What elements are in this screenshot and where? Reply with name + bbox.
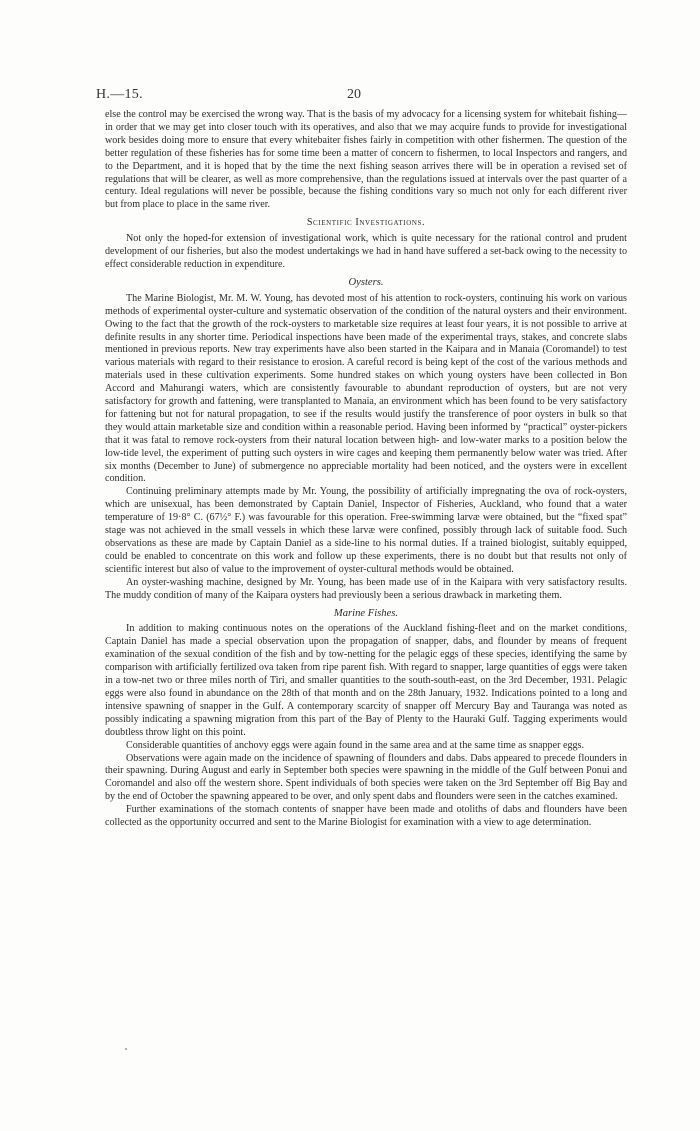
heading-oysters: Oysters. <box>348 276 384 288</box>
document-code: H.—15. <box>96 87 143 102</box>
heading-marine-fishes: Marine Fishes. <box>333 607 399 619</box>
paragraph-oyster-washing: An oyster-washing machine, designed by Mr. Young, has been made use of in the Kaipara with very satisfactory results. The muddy condition of many of the Kaipara oysters had previously been a serious drawback in marketing them. <box>105 576 627 601</box>
paragraph-rock-oysters: The Marine Biologist, Mr. M. W. Young, has devoted most of his attention to rock-oysters, continuing his work on various methods of experimental oyster-culture and systematic observation of the condition of the natural oysters and their environment. Owing to the fact that the growth of the rock-oysters to marketable size requires at least four years, it is not possible to arrive at definite results in any shorter time. Periodical inspections have been made of the experimental trays, stakes, and concrete slabs mentioned in previous reports. New tray experiments have also been started in the Kaipara and in Manaia (Coromandel) to test various materials with regard to their resistance to erosion. A careful record is being kept of the cost of the various methods and materials used in these cultivation experiments. Some hundred stakes on which young oysters have been collected in Bon Accord and Mahurangi waters, which are consistently favourable to abundant reproduction of oysters, but are not very satisfactory for growth and fattening, were transplanted to Manaia, an environment which has been found to be very satisfactory for fattening but not for natural propagation, to see if the results would justify the transference of poor oysters in bulk so that they would attain marketable size and condition within a reasonable period. Having been informed by “practical” oyster-pickers that it was fatal to remove rock-oysters from their natural location between high- and low-water marks to a position below the low-tide level, the experiment of putting such oysters in wire cages and keeping them permanently below water was tried. After six months (December to June) of submergence no appreciable mortality had been noticed, and the oysters were in excellent condition. <box>105 292 627 485</box>
heading-scientific-investigations: Scientific Investigations. <box>306 217 426 229</box>
paragraph-snapper-propagation: In addition to making continuous notes on the operations of the Auckland fishing-fleet and on the market conditions, Captain Daniel has made a special observation upon the propagation of snapper, dabs, and flounder by means of frequent examination of the sexual condition of the fish and by tow-netting for the pelagic eggs of these species, identifying the same by comparison with artificially fertilized ova taken from ripe parent fish. With regard to snapper, large quantities of eggs were taken in a tow-net two or three miles north of Tiri, and smaller quantities to the south-south-east, on the 3rd December, 1931. Pelagic eggs were also found in abundance on the 28th of that month and on the 28th January, 1932. Indications pointed to a long and intensive spawning of snapper in the Gulf. A contemporary scarcity of snapper off Mercury Bay and Tauranga was noted as possibly indicating a spawning migration from this part of the Bay of Plenty to the Hauraki Gulf. Tagging experiments would doubtless throw light on this point. <box>105 623 627 738</box>
document-body <box>105 109 627 830</box>
paragraph-stomach-contents: Further examinations of the stomach contents of snapper have been made and otoliths of dabs and flounders have been collected as the opportunity occurred and sent to the Marine Biologist for examination with a view to age determination. <box>105 804 627 829</box>
page-header <box>96 87 612 107</box>
scan-speck <box>125 1048 127 1050</box>
paragraph-flounders-dabs: Observations were again made on the incidence of spawning of flounders and dabs. Dabs appeared to precede flounders in their spawning. During August and early in September both species were spawning in the middle of the Gulf between Ponui and Coromandel and also off the western shore. Spent individuals of both species were taken on the 3rd September off Big Bay and by the end of October the spawning appeared to be over, and only spent dabs and flounders were seen in the catches examined. <box>105 752 627 803</box>
paragraph-whitebait-licensing: else the control may be exercised the wrong way. That is the basis of my advocacy for a licensing system for whitebait fishing—in order that we may get into closer touch with its operatives, and also that we may acquire funds to provide for investigational work besides doing more to ensure that every whitebaiter fishes fairly in competition with other fishermen. The question of the better regulation of these fisheries has for some time been a matter of concern to fishermen, to local Inspectors and rangers, and to the Department, and it is hoped that by the time the next fishing season arrives there will be in operation a revised set of regulations that will be clearer, as well as more comprehensive, than the regulations issued at intervals over the past quarter of a century. Ideal regulations will never be possible, because the fishing conditions vary so much not only for each different river but from place to place in the same river. <box>105 109 627 211</box>
page-number: 20 <box>347 87 361 102</box>
paragraph-impregnation: Continuing preliminary attempts made by Mr. Young, the possibility of artificially impregnating the ova of rock-oysters, which are unisexual, has been demonstrated by Captain Daniel, Inspector of Fisheries, Auckland, who found that a water temperature of 19·8° C. (67½° F.) was favourable for this operation. Free-swimming larvæ were obtained, but the “fixed spat” stage was not achieved in the small vessels in which these larvæ were confined, possibly through lack of suitable food. Such observations as these are made by Captain Daniel as a side-line to his normal duties. If a trained biologist, suitably equipped, could be enabled to concentrate on this work and follow up these experiments, there is no doubt but that results not only of scientific interest but also of value to the improvement of oyster-cultural methods would be obtained. <box>105 486 627 575</box>
paragraph-anchovy-eggs: Considerable quantities of anchovy eggs were again found in the same area and at the same time as snapper eggs. <box>126 739 584 751</box>
paragraph-investigational-work: Not only the hoped-for extension of investigational work, which is quite necessary for the rational control and prudent development of our fisheries, but also the modest undertakings we had in hand have suffered a set-back owing to the necessity to effect considerable reduction in expenditure. <box>105 233 627 270</box>
